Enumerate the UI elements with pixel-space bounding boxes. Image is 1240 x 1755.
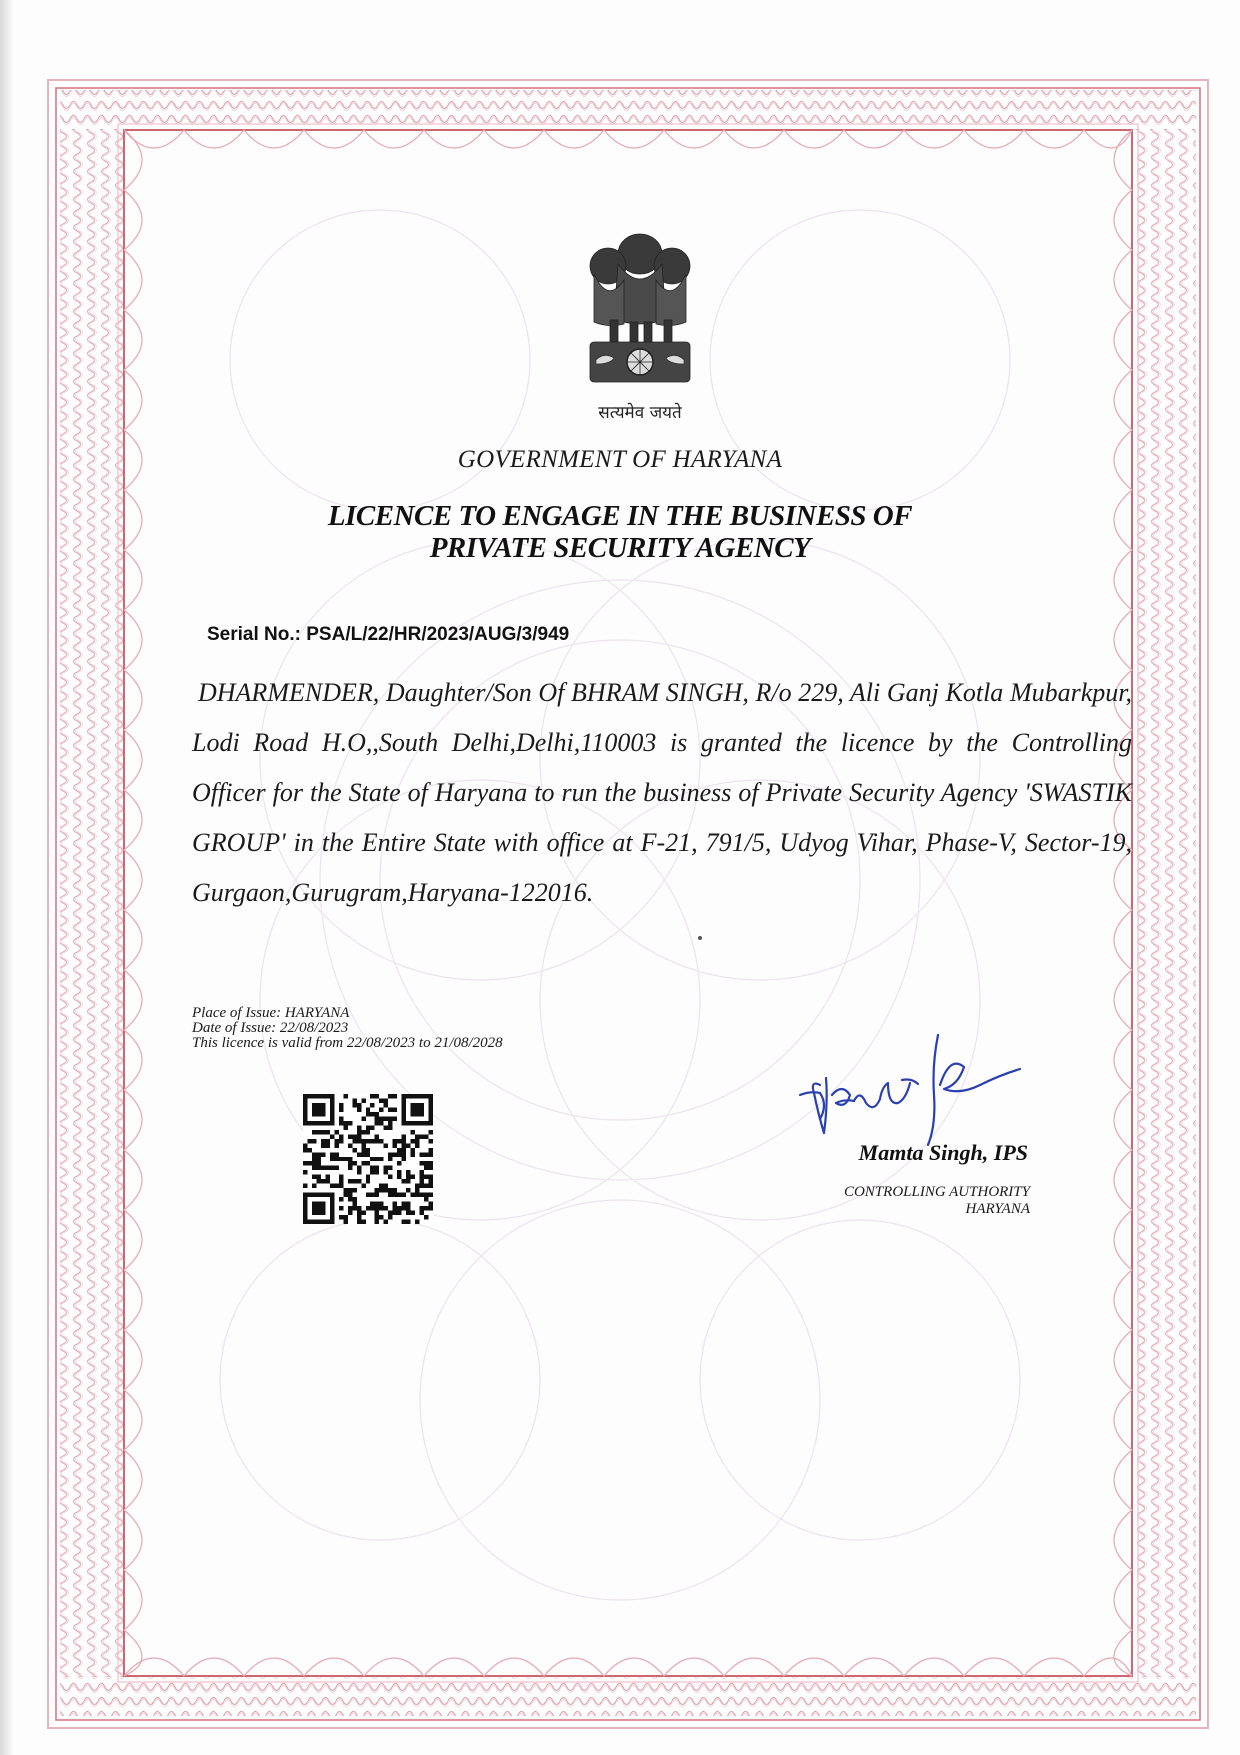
issue-details xyxy=(192,1006,503,1051)
emblem-motto: सत्यमेव जयते xyxy=(598,403,682,423)
licence-title xyxy=(260,500,980,564)
national-emblem-icon xyxy=(580,224,700,404)
date-of-issue: Date of Issue: 22/08/2023 xyxy=(192,1020,349,1036)
handwritten-signature xyxy=(790,1025,1060,1155)
validity-period: This licence is valid from 22/08/2023 to 21/08/2028 xyxy=(192,1035,503,1051)
licence-body-text: DHARMENDER, Daughter/Son Of BHRAM SINGH, R/o 229, Ali Ganj Kotla Mubarkpur, Lodi Road H.O,,South Delhi,Delhi,110003 is granted the licence by the Controlling Officer for the State of Haryana to run the business of Private Security Agency 'SWASTIK GROUP' in the Entire State with office at F-21, 791/5, Udyog Vihar, Phase-V, Sector-19, Gurgaon,Gurugram,Haryana-122016. xyxy=(192,678,1132,907)
signatory-name: Mamta Singh, IPS xyxy=(858,1140,1028,1165)
government-title: GOVERNMENT OF HARYANA xyxy=(457,446,783,473)
signatory-title xyxy=(760,1184,1030,1218)
ink-dot xyxy=(698,936,702,940)
authority-title: CONTROLLING AUTHORITY xyxy=(843,1184,1030,1200)
qr-code-icon[interactable] xyxy=(303,1094,433,1224)
serial-number: Serial No.: PSA/L/22/HR/2023/AUG/3/949 xyxy=(207,624,570,645)
authority-region: HARYANA xyxy=(965,1201,1030,1217)
licence-title-line1: LICENCE TO ENGAGE IN THE BUSINESS OF xyxy=(327,500,913,532)
place-of-issue: Place of Issue: HARYANA xyxy=(192,1005,350,1021)
licence-title-line2: PRIVATE SECURITY AGENCY xyxy=(429,532,811,564)
